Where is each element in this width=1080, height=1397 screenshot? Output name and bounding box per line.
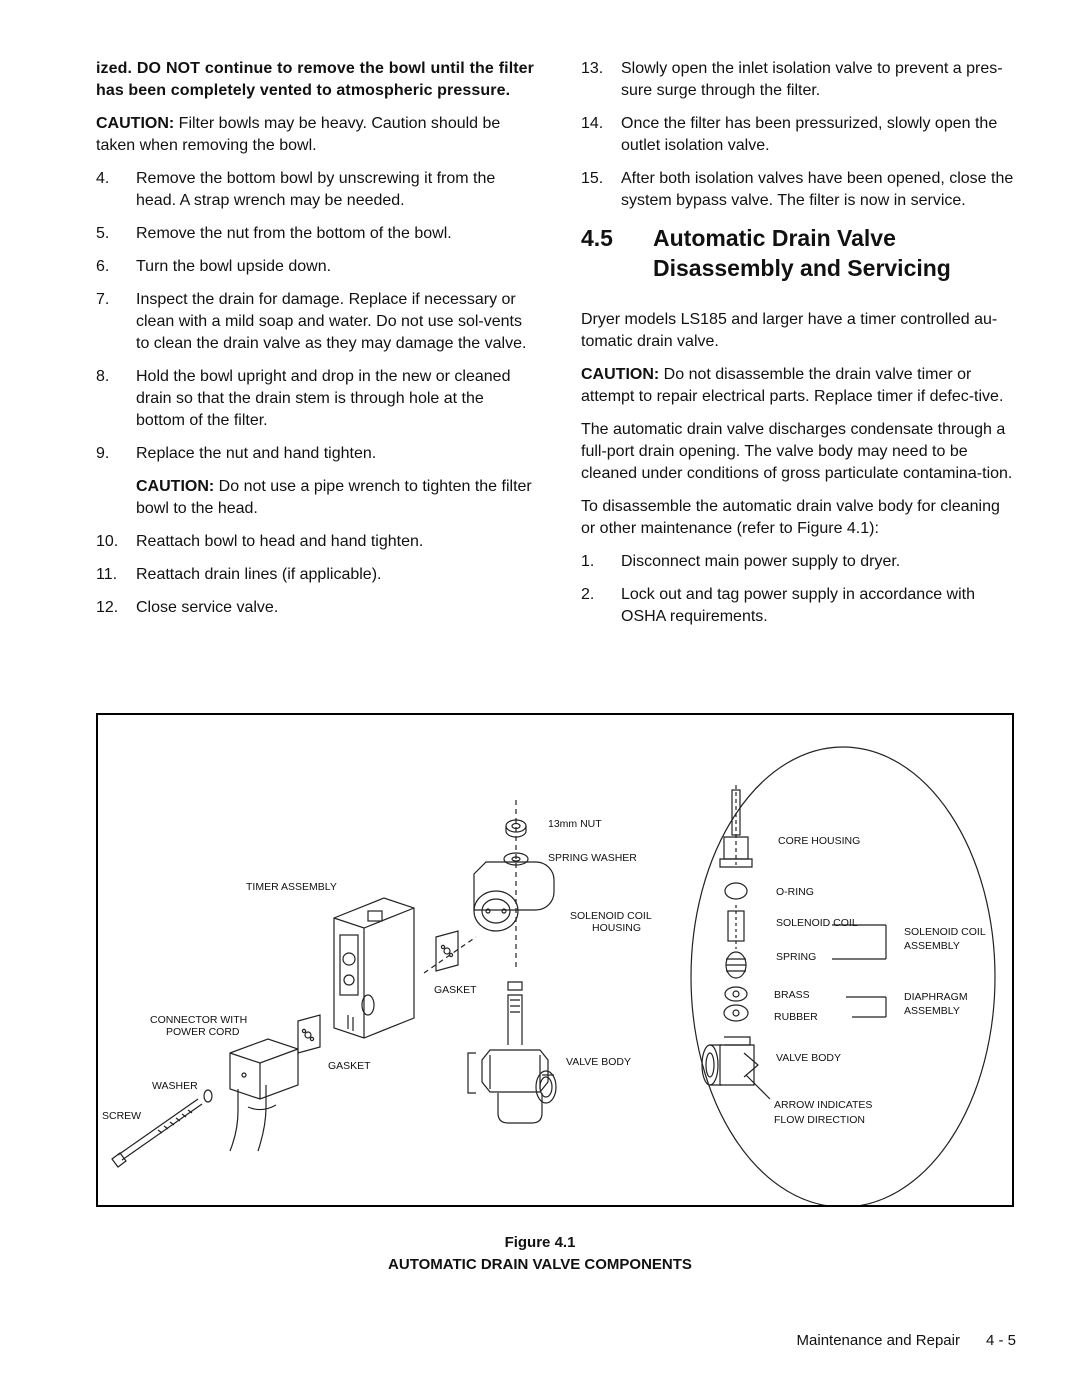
step-number: 6.: [96, 258, 110, 275]
caution-text: Filter bowls may be heavy. Caution should be taken when removing the bowl.: [96, 115, 501, 154]
o-ring-part: [725, 883, 747, 899]
list-item: [96, 443, 534, 465]
caution-label: CAUTION:: [96, 115, 175, 132]
core-housing-part: [720, 785, 752, 867]
label-connector-2: POWER CORD: [166, 1026, 240, 1038]
connector-part: [230, 1039, 298, 1151]
list-item: [581, 551, 1018, 573]
caution-label: CAUTION:: [136, 478, 215, 495]
section-title: Automatic Drain Valve Disassembly and Servicing: [653, 225, 951, 281]
step-text: Disconnect main power supply to dryer.: [621, 553, 901, 570]
figure-title: AUTOMATIC DRAIN VALVE COMPONENTS: [388, 1256, 692, 1273]
step-text: Turn the bowl upside down.: [136, 258, 332, 275]
caution-text: Do not use a pipe wrench to tighten the filter bowl to the head.: [136, 478, 532, 517]
label-rubber: RUBBER: [774, 1011, 818, 1023]
label-o-ring: O-RING: [776, 886, 814, 898]
label-gasket-lower: GASKET: [328, 1060, 371, 1072]
lower-gasket-part: [298, 1015, 320, 1053]
caution-text: Do not disassemble the drain valve timer or attempt to repair electrical parts. Replace timer if defec-tive.: [581, 366, 1004, 405]
section-number: 4.5: [581, 225, 613, 251]
page-number: 4 - 5: [985, 1332, 1016, 1349]
section-heading: [581, 223, 1018, 283]
left-column: [96, 58, 534, 630]
label-timer: TIMER ASSEMBLY: [246, 881, 337, 893]
washer-part: [204, 1090, 212, 1102]
step-number: 13.: [581, 60, 604, 77]
figure-number: Figure 4.1: [504, 1234, 576, 1251]
step-number: 2.: [581, 586, 595, 603]
list-item: [96, 168, 534, 212]
list-item: [96, 289, 534, 355]
label-screw: SCREW: [102, 1110, 142, 1122]
step-text: Reattach bowl to head and hand tighten.: [136, 533, 424, 550]
caution-note: [136, 476, 534, 520]
step-text: Reattach drain lines (if applicable).: [136, 566, 382, 583]
step-number: 9.: [96, 445, 110, 462]
label-core-housing: CORE HOUSING: [778, 835, 861, 847]
step-number: 7.: [96, 291, 110, 308]
step-number: 11.: [96, 566, 118, 583]
label-spring-washer: SPRING WASHER: [548, 852, 637, 864]
label-valve-body-left: VALVE BODY: [566, 1056, 631, 1068]
caution-note: [581, 364, 1018, 408]
page-footer: [771, 1332, 1016, 1349]
coil-housing-part: [474, 862, 554, 931]
list-item: [581, 113, 1018, 157]
list-item: [96, 597, 534, 619]
label-washer: WASHER: [152, 1080, 198, 1092]
list-item: [96, 256, 534, 278]
step-text: Lock out and tag power supply in accordance with OSHA requirements.: [621, 586, 975, 625]
step-text: Remove the nut from the bottom of the bowl.: [136, 225, 452, 242]
step-number: 1.: [581, 553, 595, 570]
step-text: Hold the bowl upright and drop in the new or cleaned drain so that the drain stem is through hole at the bottom of the filter.: [136, 368, 511, 429]
label-diaphragm: DIAPHRAGM: [904, 991, 968, 1003]
label-solenoid-coil: SOLENOID COIL: [776, 917, 858, 929]
valve-body-left-part: [468, 982, 556, 1123]
list-item: [581, 584, 1018, 628]
timer-part: [334, 898, 414, 1038]
upper-gasket-part: [436, 931, 458, 971]
label-nut: 13mm NUT: [548, 818, 602, 830]
step-number: 5.: [96, 225, 110, 242]
paragraph: The automatic drain valve discharges condensate through a full-port drain opening. The valve body may need to be cleaned under conditions of gross particulate contamina-tion.: [581, 421, 1013, 482]
label-coil-housing-2: HOUSING: [592, 922, 642, 934]
spring-part: [726, 952, 746, 978]
step-number: 10.: [96, 533, 119, 550]
step-number: 14.: [581, 115, 604, 132]
footer-section: Maintenance and Repair: [796, 1332, 960, 1349]
step-text: Slowly open the inlet isolation valve to prevent a pres-sure surge through the filter.: [621, 60, 1003, 99]
label-arrow: ARROW INDICATES: [774, 1099, 873, 1111]
label-spring: SPRING: [776, 951, 817, 963]
step-number: 12.: [96, 599, 119, 616]
label-brass: BRASS: [774, 989, 810, 1001]
paragraph: Dryer models LS185 and larger have a timer controlled au-tomatic drain valve.: [581, 311, 998, 350]
step-text: Replace the nut and hand tighten.: [136, 445, 377, 462]
step-text: Once the filter has been pressurized, slowly open the outlet isolation valve.: [621, 115, 998, 154]
step-number: 8.: [96, 368, 110, 385]
caution-note: [96, 113, 534, 157]
step-text: Remove the bottom bowl by unscrewing it from the head. A strap wrench may be needed.: [136, 170, 496, 209]
label-coil-assembly-2: ASSEMBLY: [904, 940, 960, 952]
label-coil-assembly: SOLENOID COIL: [904, 926, 986, 938]
list-item: [96, 366, 534, 432]
step-number: 15.: [581, 170, 604, 187]
list-item: [581, 168, 1018, 212]
brass-part: [725, 987, 747, 1001]
spring-solenoid-part: [728, 905, 744, 949]
rubber-part: [724, 1005, 748, 1021]
warning-text: ized. DO NOT continue to remove the bowl until the filter has been completely vented to atmospheric pressure.: [96, 60, 534, 99]
step-text: After both isolation valves have been opened, close the system bypass valve. The filter is now in service.: [621, 170, 1014, 209]
label-gasket-upper: GASKET: [434, 984, 477, 996]
step-text: Close service valve.: [136, 599, 279, 616]
label-arrow-2: FLOW DIRECTION: [774, 1114, 865, 1126]
label-coil-housing: SOLENOID COIL: [570, 910, 652, 922]
list-item: [581, 58, 1018, 102]
exploded-diagram: [98, 715, 1012, 1205]
right-column: [581, 58, 1018, 639]
paragraph: To disassemble the automatic drain valve body for cleaning or other maintenance (refer to Figure 4.1):: [581, 498, 1000, 537]
step-text: Inspect the drain for damage. Replace if necessary or clean with a mild soap and water. Do not use sol-vents to clean the drain valve as they may damage the valve.: [136, 291, 527, 352]
figure-frame: [96, 713, 1014, 1207]
list-item: [96, 223, 534, 245]
label-connector: CONNECTOR WITH: [150, 1014, 248, 1026]
list-item: [96, 564, 534, 586]
caution-label: CAUTION:: [581, 366, 660, 383]
list-item: [96, 531, 534, 553]
step-number: 4.: [96, 170, 110, 187]
label-valve-body-right: VALVE BODY: [776, 1052, 841, 1064]
label-diaphragm-2: ASSEMBLY: [904, 1005, 960, 1017]
